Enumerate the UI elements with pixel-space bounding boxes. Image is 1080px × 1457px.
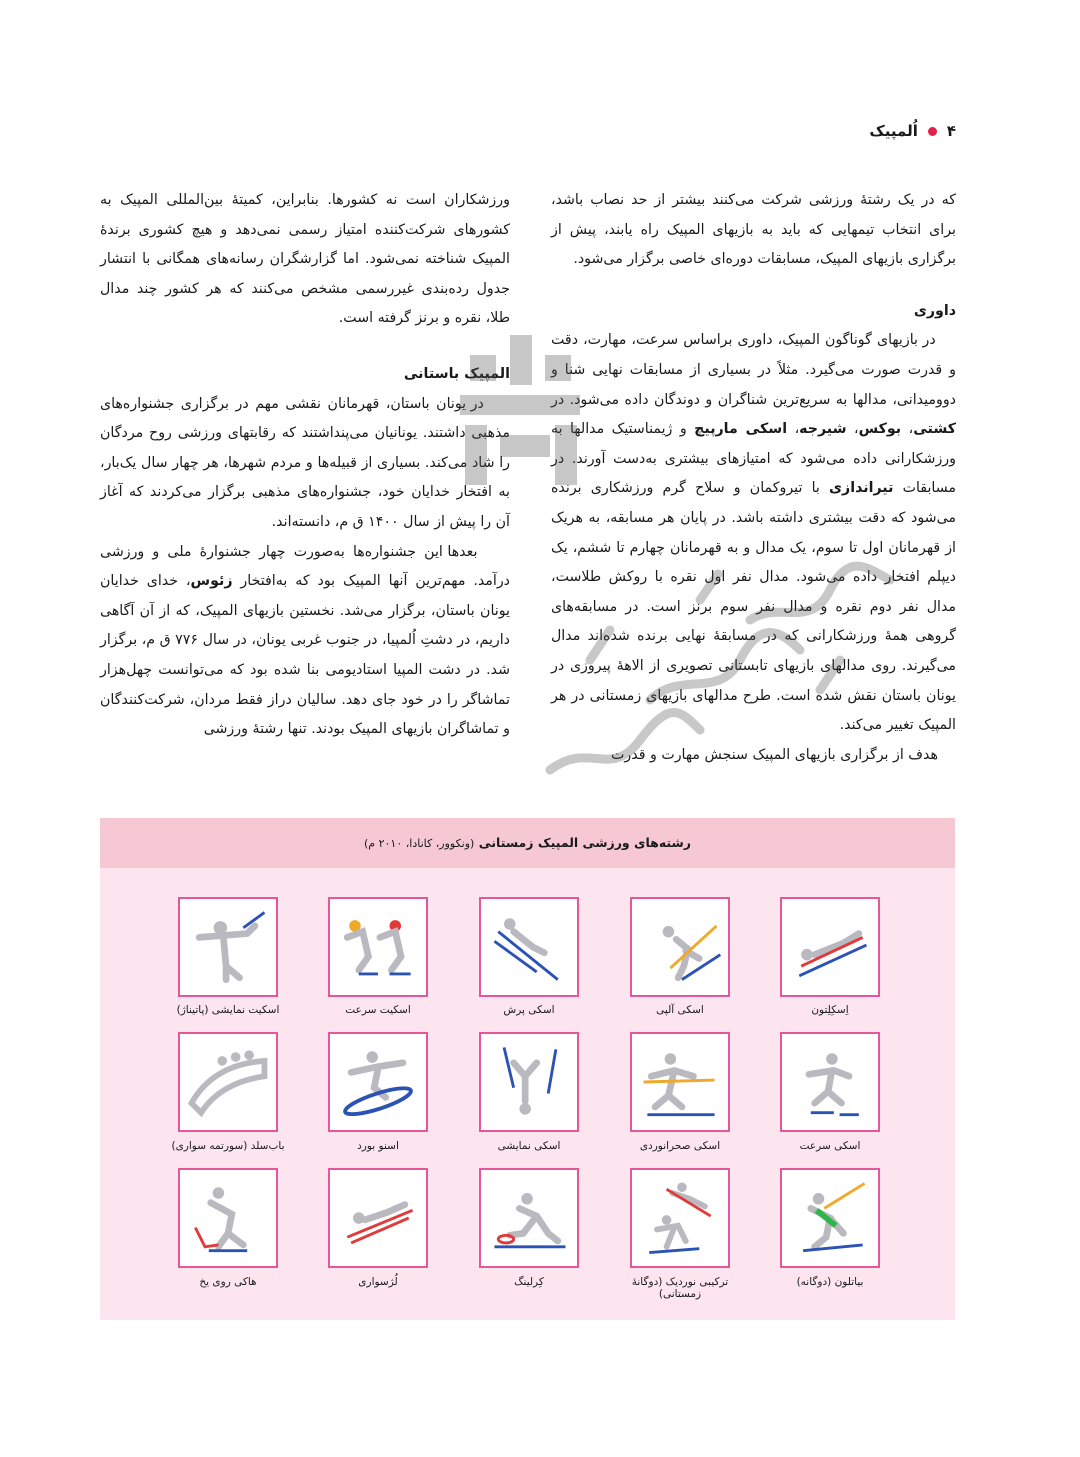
- sport-tile: [479, 1168, 579, 1268]
- term: شیرجه: [799, 421, 847, 438]
- freestyle-skiing-icon: [481, 1034, 577, 1130]
- nordic-combined-icon: [632, 1170, 728, 1266]
- curling-icon: [481, 1170, 577, 1266]
- luge-icon: [330, 1170, 426, 1266]
- sport-tile: [780, 897, 880, 997]
- section-heading: داوری: [913, 302, 956, 319]
- sport-label: اسکی آلپی: [656, 1004, 704, 1016]
- sport-label: اسکی پرش: [503, 1004, 555, 1016]
- sport-label: لُژسواری: [358, 1276, 398, 1288]
- term: کشتی: [913, 421, 957, 438]
- sport-label: اسکی سرعت: [799, 1140, 861, 1152]
- sport-label: اسکی صحرانوردی: [639, 1140, 721, 1152]
- sport-tile: [328, 1032, 428, 1132]
- sport-label: ترکیبی نوردیک (دوگانهٔ زمستانی): [631, 1276, 729, 1300]
- paragraph: هدف از برگزاری بازیهای المپیک سنجش مهارت و قدرت: [611, 746, 938, 763]
- paragraph: در یونان باستان، قهرمانان نقشی مهم در برگزاری جشنواره‌های مذهبی داشتند. یونانیان می‌پنداشتند که رقابتهای ورزشی روح مردگان را شاد می‌کند. بسیاری از قبیله‌ها و مردم شهرها، هر چهار سال یک‌بار، به افتخار خدایان خود، جشنواره‌های مذهبی برگزار می‌کردند که آغاز آن را پیش از سال ۱۴۰۰ ق م، دانسته‌اند.: [100, 395, 510, 530]
- sport-tile: [328, 1168, 428, 1268]
- sport-tile: [479, 1032, 579, 1132]
- term: تیراندازی: [829, 480, 894, 497]
- sport-label: باب‌سلد (سورتمه سواری): [171, 1140, 285, 1152]
- term: اسکی مارپیچ: [694, 421, 788, 438]
- bullet-dot: [928, 127, 937, 136]
- term: زئوس: [190, 573, 233, 590]
- sport-tile: [178, 1168, 278, 1268]
- right-column: [551, 186, 956, 770]
- figure-skating-icon: [180, 899, 276, 995]
- sport-label: اِسکِلِتون: [811, 1004, 849, 1016]
- sport-label: اسکی نمایشی: [497, 1140, 561, 1152]
- sport-label: بیاتلون (دوگانه): [796, 1276, 864, 1288]
- snowboard-icon: [330, 1034, 426, 1130]
- speed-skating-team-icon: [330, 899, 426, 995]
- ski-jumping-icon: [481, 899, 577, 995]
- page-number: ۴: [946, 122, 956, 140]
- bobsleigh-icon: [180, 1034, 276, 1130]
- sport-label: هاکی روی یخ: [199, 1276, 257, 1288]
- ice-hockey-icon: [180, 1170, 276, 1266]
- sport-tile: [178, 897, 278, 997]
- sport-tile: [630, 897, 730, 997]
- left-column: [100, 186, 510, 745]
- sport-label: اسکیت سرعت: [345, 1004, 411, 1016]
- paragraph: در بازیهای گوناگون المپیک، داوری براساس سرعت، مهارت، دقت و قدرت صورت می‌گیرد. مثلاً در بسیاری از مسابقات نهایی شنا و دوومیدانی، مدالها به سریع‌ترین شناگران و دوندگان داده می‌شود. در کشتی، بوکس، شیرجه، اسکی مارپیچ و ژیمناستیک مدالها به ورزشکارانی داده می‌شود که امتیازهای بیشتری به‌دست آورند. در مسابقات تیراندازی با تیروکمان و سلاح گرم ورزشکاری برنده می‌شود که دقت بیشتری داشته باشد. در پایان هر مسابقه، به هریک از قهرمانان اول تا سوم، یک مدال و به قهرمانان چهارم تا ششم، یک دیپلم افتخار داده می‌شود. مدال نفر اول نقره با روکش طلاست، مدال نفر دوم نقره و مدال نفر سوم برنز است. در مسابقه‌های گروهی همهٔ ورزشکارانی که در مسابقهٔ نهایی برنده شده‌اند مدال می‌گیرند. روی مدالهای بازیهای تابستانی تصویری از الاههٔ پیروزی در یونان باستان نقش شده است. طرح مدالهای بازیهای زمستانی در هر المپیک تغییر می‌کند.: [551, 332, 957, 734]
- sport-tile: [630, 1168, 730, 1268]
- biathlon-icon: [782, 1170, 878, 1266]
- alpine-skiing-icon: [632, 899, 728, 995]
- skeleton-icon: [782, 899, 878, 995]
- cross-country-skiing-icon: [632, 1034, 728, 1130]
- paragraph: که در یک رشتهٔ ورزشی شرکت می‌کنند بیشتر از حد نصاب باشد، برای انتخاب تیمهایی که باید به بازیهای المپیک راه یابند، پیش از برگزاری بازیهای المپیک، مسابقات دوره‌ای خاصی برگزار می‌شود.: [551, 192, 956, 268]
- speed-skating-icon: [782, 1034, 878, 1130]
- sport-tile: [780, 1032, 880, 1132]
- sport-label: کِرلینگ: [514, 1276, 544, 1288]
- paragraph: ورزشکاران است نه کشورها. بنابراین، کمیتهٔ بین‌المللی المپیک به کشورهای شرکت‌کننده امتیاز رسمی نمی‌دهد و هیچ کشوری برندهٔ المپیک شناخته نمی‌شود. اما گزارشگران رسانه‌های همگانی با انتشار جدول رده‌بندی غیررسمی مشخص می‌کنند که هر کشور چند مدال طلا، نقره و برنز گرفته است.: [100, 192, 510, 327]
- sport-tile: [328, 897, 428, 997]
- term: بوکس: [858, 421, 902, 438]
- page-title: اُلمپیک: [869, 122, 918, 140]
- sport-tile: [630, 1032, 730, 1132]
- paragraph: بعدها این جشنواره‌ها به‌صورت چهار جشنوارهٔ ملی و ورزشی درآمد. مهم‌ترین آنها المپیک بود که به‌افتخار زئوس، خدای خدایان یونان باستان، برگزار می‌شد. نخستین بازیهای المپیک، که از آن آگاهی داریم، در دشتِ اُلمپیا، در جنوب غربی یونان، در سال ۷۷۶ ق م، برگزار شد. در دشت المپیا استادیومی بنا شده بود که می‌توانست چهل‌هزار تماشاگر را در خود جای دهد. سالیان دراز فقط مردان، شرکت‌کنندگان و تماشاگران بازیهای المپیک بودند. تنها رشتهٔ ورزشی: [100, 543, 511, 738]
- section-heading: المپیک باستانی: [403, 365, 510, 382]
- panel-title: رشته‌های ورزشی المپیک زمستانی (ونکوور، کانادا، ۲۰۱۰ م): [100, 818, 955, 868]
- sport-label: اسکیت نمایشی (پاتیناژ): [176, 1004, 280, 1016]
- sport-tile: [479, 897, 579, 997]
- page-header: [869, 122, 956, 140]
- sport-tile: [780, 1168, 880, 1268]
- sport-tile: [178, 1032, 278, 1132]
- sport-label: اسنو بورد: [357, 1140, 399, 1152]
